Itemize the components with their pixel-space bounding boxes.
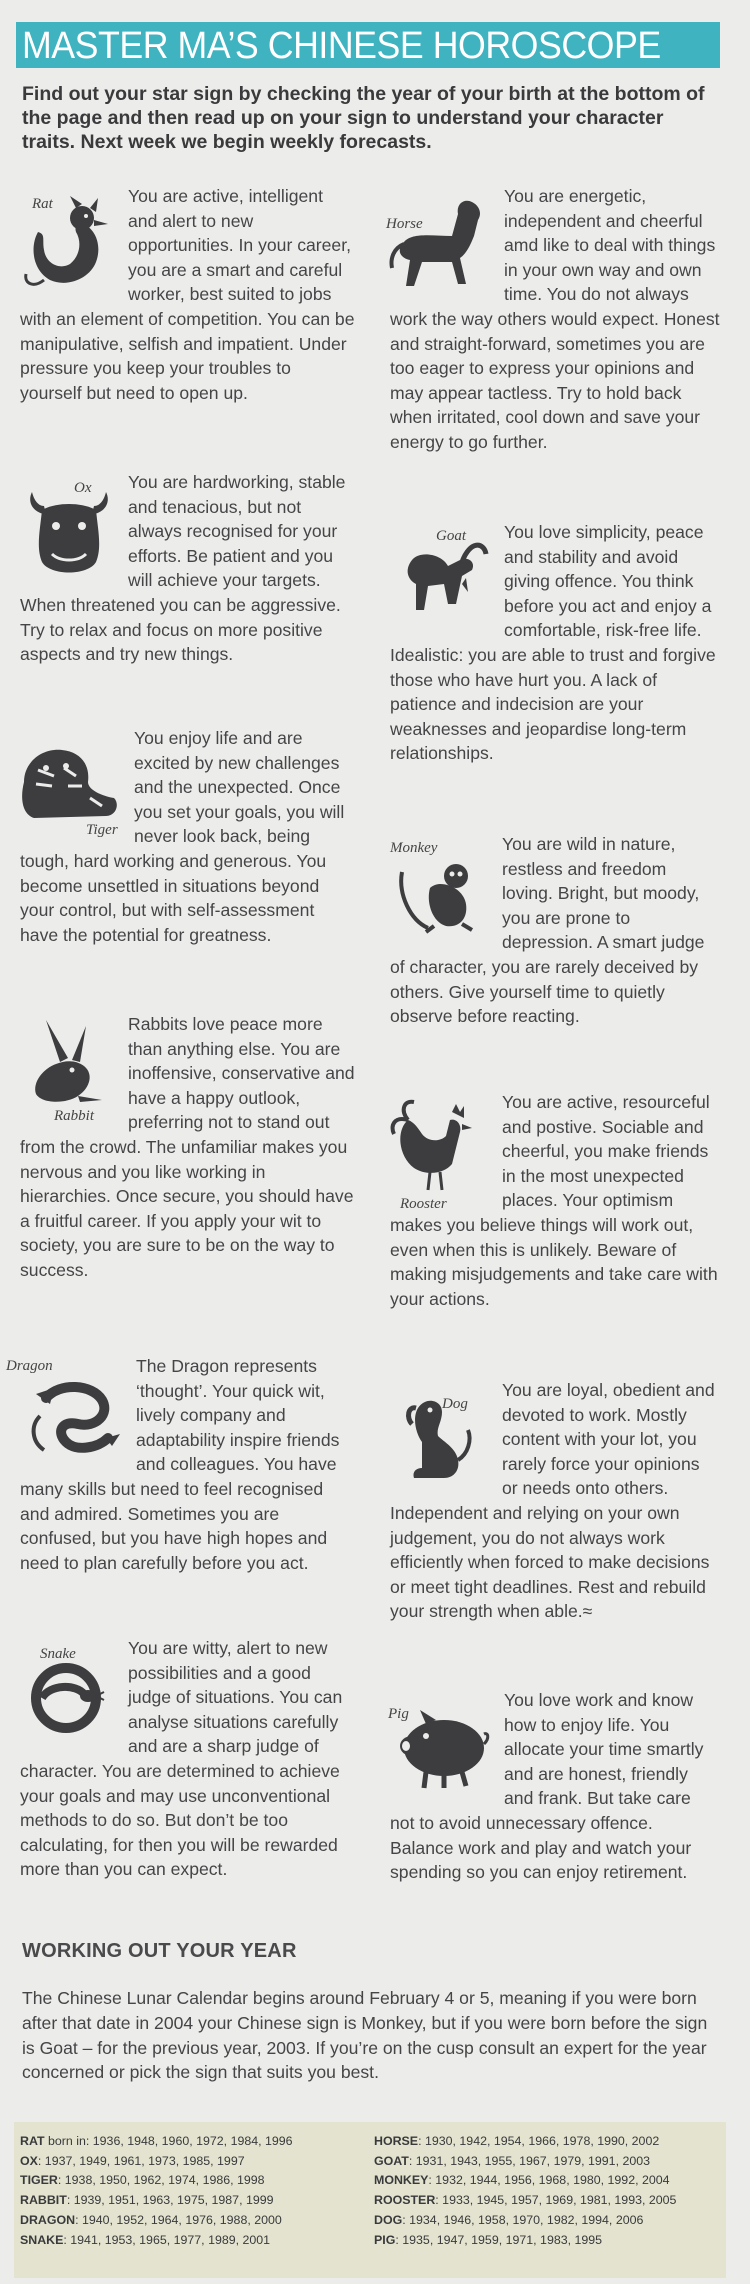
- ox-description: You are hardworking, stable and tenacious, but not always recognised for your efforts. Be patient and you will achieve your targets. When threatened you can be aggressive. Try to relax and focus on more positive aspects and try new things.: [20, 472, 346, 665]
- sign-entry-ox: [20, 470, 356, 667]
- monkey-description: You are wild in nature, restless and freedom loving. Bright, but moody, you are prone to depression. A smart judge of character, you are rarely deceived by others. Give yourself time to quietly observe before reacting.: [390, 834, 705, 1027]
- horse-icon: [386, 184, 496, 302]
- year-row-monkey: MONKEY: 1932, 1944, 1956, 1968, 1980, 1992, 2004: [374, 2173, 670, 2188]
- pig-label: Pig: [388, 1706, 409, 1722]
- sign-entry-rabbit: [20, 1012, 356, 1283]
- tiger-icon: [16, 726, 126, 844]
- sign-entry-rooster: [390, 1090, 720, 1311]
- horse-description: You are energetic, independent and cheerful amd like to deal with things in your own way and own time. You do not always work the way others would expect. Honest and straight-forward, sometimes you are too eager to express your opinions and may appear tactless. Try to hold back when irritated, cool down and save your energy to go further.: [390, 186, 720, 452]
- sign-entry-dragon: [6, 1354, 356, 1575]
- year-row-rabbit: RABBIT: 1939, 1951, 1963, 1975, 1987, 1999: [20, 2193, 274, 2208]
- snake-label: Snake: [40, 1646, 76, 1662]
- ox-icon: [16, 470, 120, 582]
- sign-entry-rat: [20, 184, 356, 405]
- monkey-label: Monkey: [390, 840, 438, 856]
- sign-entry-tiger: [20, 726, 356, 947]
- dog-icon: [386, 1378, 494, 1490]
- tiger-description: You enjoy life and are excited by new challenges and the unexpected. Once you set your goals, you will never look back, being tough, hard working and generous. You become unsettled in situations beyond your control, but with self-assessment have the potential for greatness.: [20, 728, 345, 945]
- year-row-rat: RAT born in: 1936, 1948, 1960, 1972, 1984, 1996: [20, 2134, 293, 2148]
- rat-icon: [16, 184, 120, 296]
- year-row-dragon: DRAGON: 1940, 1952, 1964, 1976, 1988, 2000: [20, 2212, 282, 2227]
- sign-entry-horse: [386, 184, 720, 455]
- rooster-label: Rooster: [400, 1196, 447, 1212]
- calendar-note: The Chinese Lunar Calendar begins around February 4 or 5, meaning if you were born after that date in 2004 your Chinese sign is Monkey, but if you were born before the sign is Goat – for the previous year, 2003. If you’re on the cusp consult an expert for the year concerned or pick the sign that suits you best.: [22, 1988, 708, 2083]
- dragon-label: Dragon: [6, 1358, 53, 1374]
- monkey-icon: [386, 832, 494, 944]
- goat-label: Goat: [436, 528, 466, 544]
- snake-icon: [16, 1636, 120, 1748]
- page-title: MASTER MA’S CHINESE HOROSCOPE: [22, 25, 661, 67]
- year-row-pig: PIG: 1935, 1947, 1959, 1971, 1983, 1995: [374, 2232, 603, 2247]
- rooster-description: You are active, resourceful and postive. Sociable and cheerful, you make friends in the most unexpected places. Your optimism makes you believe things will work out, even when this is unlikely. Beware of making misjudgements and take care with your actions.: [390, 1092, 718, 1309]
- sign-entry-pig: [390, 1688, 720, 1885]
- section-heading-year: WORKING OUT YOUR YEAR: [22, 1940, 297, 1962]
- rat-label: Rat: [32, 196, 53, 212]
- rooster-icon: [386, 1090, 494, 1212]
- year-row-snake: SNAKE: 1941, 1953, 1965, 1977, 1989, 2001: [20, 2232, 271, 2247]
- pig-description: You love work and know how to enjoy life. You allocate your time smartly and are honest, friendly and frank. But take care not to avoid unnecessary offence. Balance work and play and watch your spending so you can enjoy retirement.: [390, 1690, 704, 1883]
- sign-entry-dog: [390, 1378, 720, 1624]
- rabbit-label: Rabbit: [54, 1108, 94, 1124]
- rabbit-icon: [16, 1012, 120, 1124]
- intro-text: Find out your star sign by checking the year of your birth at the bottom of the page and then read up on your sign to understand your character traits. Next week we begin weekly forecasts.: [22, 83, 705, 153]
- tiger-label: Tiger: [86, 822, 118, 838]
- dog-description: You are loyal, obedient and devoted to work. Mostly content with your lot, you rarely force your opinions or needs onto others. Independent and relying on your own judgement, you do not always work efficiently when forced to make decisions or meet tight deadlines. Rest and rebuild your strength when able.≈: [390, 1380, 715, 1622]
- dog-label: Dog: [442, 1396, 468, 1412]
- dragon-description: The Dragon represents ‘thought’. Your quick wit, lively company and adaptability inspire friends and colleagues. You have many skills but need to feel recognised and admired. Sometimes you are confused, but you have high hopes and need to plan carefully before you act.: [20, 1356, 340, 1573]
- ox-label: Ox: [74, 480, 92, 496]
- sign-entry-snake: [20, 1636, 356, 1882]
- years-column-right: [374, 2132, 676, 2250]
- rat-description: You are active, intelligent and alert to new opportunities. In your career, you are a smart and careful worker, best suited to jobs with an element of competition. You can be manipulative, selfish and impatient. Under pressure you keep your troubles to yourself but need to open up.: [20, 186, 355, 403]
- pig-icon: [386, 1688, 496, 1806]
- year-row-ox: OX: 1937, 1949, 1961, 1973, 1985, 1997: [20, 2153, 245, 2168]
- goat-description: You love simplicity, peace and stability and avoid giving offence. You think before you act and enjoy a comfortable, risk-free life. Idealistic: you are able to trust and forgive those who have hurt you. A lack of patience and indecision are your weaknesses and jeopardise long-term relationships.: [390, 522, 716, 764]
- sign-entry-goat: [390, 520, 720, 766]
- year-row-rooster: ROOSTER: 1933, 1945, 1957, 1969, 1981, 1993, 2005: [374, 2193, 677, 2208]
- horse-label: Horse: [386, 216, 423, 232]
- year-row-goat: GOAT: 1931, 1943, 1955, 1967, 1979, 1991, 2003: [374, 2153, 651, 2168]
- year-row-horse: HORSE: 1930, 1942, 1954, 1966, 1978, 1990, 2002: [374, 2134, 660, 2148]
- snake-description: You are witty, alert to new possibilities and a good judge of situations. You can analyse situations carefully and are a sharp judge of character. You are determined to achieve your goals and may use unconventional methods to do so. But don’t be too calculating, for then you will be rewarded more than you can expect.: [20, 1638, 343, 1880]
- sign-entry-monkey: [390, 832, 720, 1029]
- title-banner: [16, 22, 720, 68]
- goat-icon: [386, 520, 496, 632]
- year-row-dog: DOG: 1934, 1946, 1958, 1970, 1982, 1994, 2006: [374, 2212, 644, 2227]
- rabbit-description: Rabbits love peace more than anything else. You are inoffensive, conservative and have a happy outlook, preferring not to stand out from the crowd. The unfamiliar makes you nervous and you like working in hierarchies. Once secure, you should have a fruitful career. If you apply your wit to society, you are sure to be on the way to success.: [20, 1014, 355, 1280]
- year-row-tiger: TIGER: 1938, 1950, 1962, 1974, 1986, 1998: [20, 2173, 265, 2188]
- years-column-left: [20, 2132, 293, 2250]
- dragon-icon: [6, 1354, 128, 1466]
